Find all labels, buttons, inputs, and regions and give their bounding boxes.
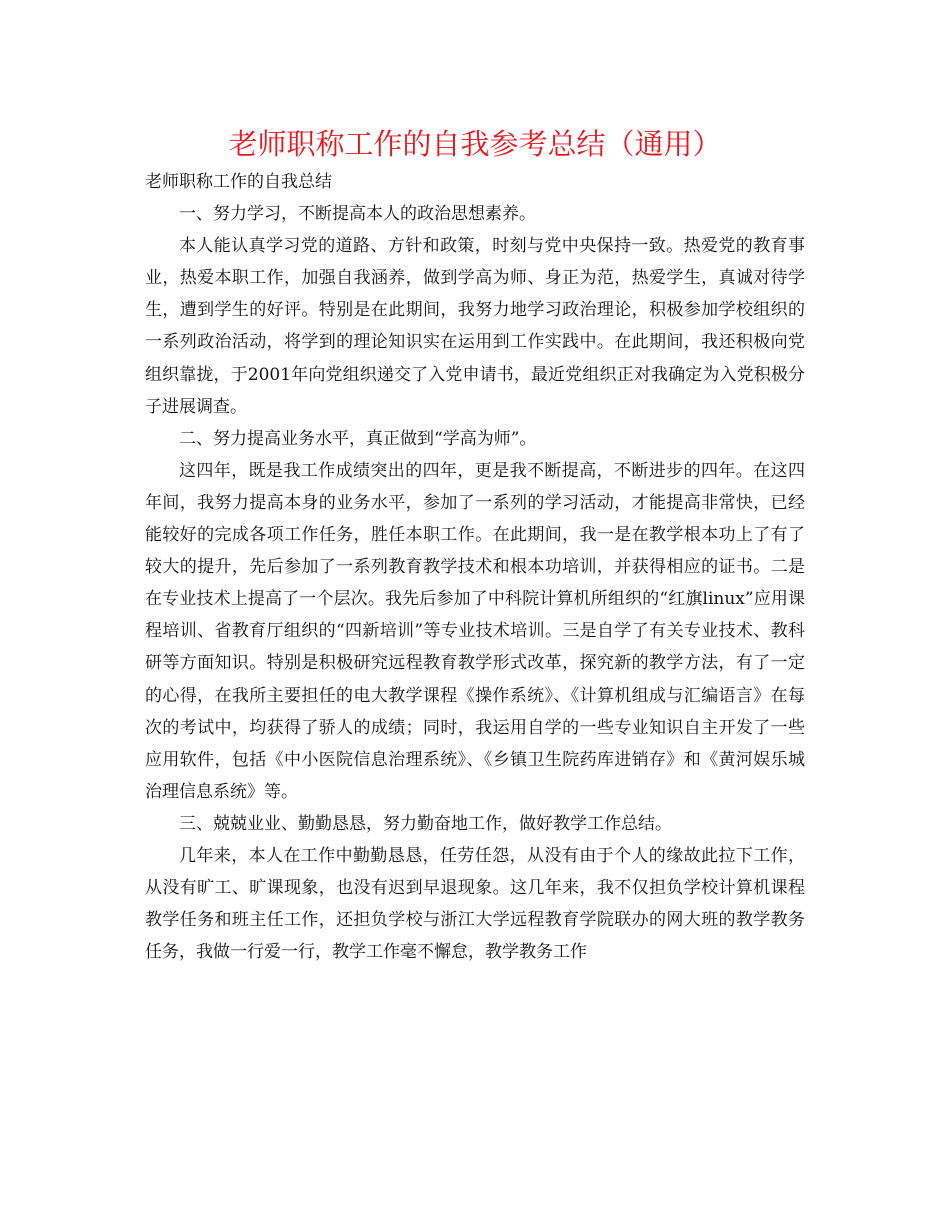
section-heading-2: 二、努力提高业务水平，真正做到“学高为师”。 — [179, 428, 537, 449]
paragraph-2: 这四年，既是我工作成绩突出的四年，更是我不断提高，不断进步的四年。在这四年间，我努力提高本身的业务水平，参加了一系列的学习活动，才能提高非常快，已经能较好的完成各项工作任务，胜任本职工作。在此期间，我一是在教学根本功上了有了较大的提升，先后参加了一系列教育教学技术和根本功培训，并获得相应的证书。二是在专业技术上提高了一个层次。我先后参加了中科院计算机所组织的“红旗linux”应用课程培训、省教育厅组织的“四新培训”等专业技术培训。三是自学了有关专业技术、教科研等方面知识。特别是积极研究远程教育教学形式改革，探究新的教学方法，有了一定的心得，在我所主要担任的电大教学课程《操作系统》、《计算机组成与汇编语言》在每次的考试中，均获得了骄人的成绩；同时，我运用自学的一些专业知识自主开发了一些应用软件，包括《中小医院信息治理系统》、《乡镇卫生院药库进销存》和《黄河娱乐城治理信息系统》等。 — [145, 460, 805, 802]
document-subtitle: 老师职称工作的自我总结 — [145, 172, 332, 192]
section-heading-3: 三、兢兢业业、勤勤恳恳，努力勤奋地工作，做好教学工作总结。 — [179, 813, 672, 834]
section-heading-1: 一、努力学习，不断提高本人的政治思想素养。 — [179, 204, 536, 225]
paragraph-1: 本人能认真学习党的道路、方针和政策，时刻与党中央保持一致。热爱党的教育事业，热爱本职工作，加强自我涵养，做到学高为师、身正为范，热爱学生，真诚对待学生，遭到学生的好评。特别是在此期间，我努力地学习政治理论，积极参加学校组织的一系列政治活动，将学到的理论知识实在运用到工作实践中。在此期间，我还积极向党组织靠拢，于2001年向党组织递交了入党申请书，最近党组织正对我确定为入党积极分子进展调查。 — [145, 236, 805, 417]
paragraph-3: 几年来，本人在工作中勤勤恳恳，任劳任怨，从没有由于个人的缘故此拉下工作，从没有旷工、旷课现象，也没有迟到早退现象。这几年来，我不仅担负学校计算机课程教学任务和班主任工作，还担负学校与浙江大学远程教育学院联办的网大班的教学教务任务，我做一行爱一行，教学工作毫不懈怠，教学教务工作 — [145, 845, 805, 963]
document-title: 老师职称工作的自我参考总结（通用） — [228, 127, 722, 161]
document-body — [145, 166, 805, 968]
